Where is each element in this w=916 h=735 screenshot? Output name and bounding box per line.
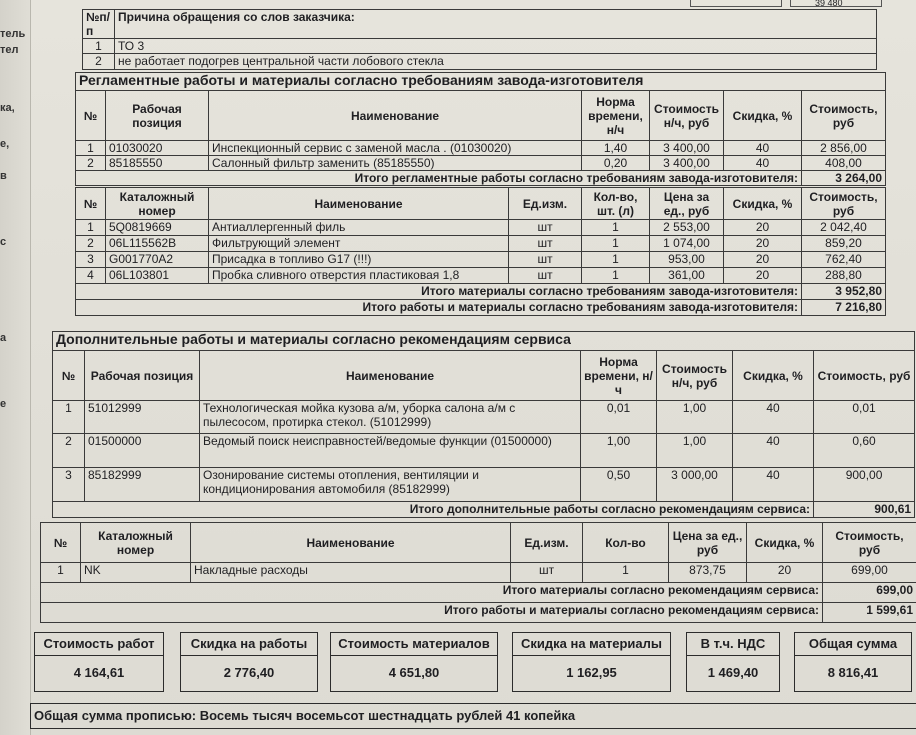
reg-grand-total: 7 216,80: [802, 300, 886, 316]
edge-text: е,: [0, 138, 10, 150]
reg-mat-total: 3 952,80: [802, 284, 886, 300]
edge-text: тел: [0, 44, 19, 56]
reg-grand-total-label: Итого работы и материалы согласно требованиям завода-изготовителя:: [76, 300, 802, 316]
complaint-num: 1: [83, 39, 115, 54]
col-header: №: [76, 91, 106, 141]
col-header: Скидка, %: [747, 523, 823, 563]
add-grand-total-label: Итого работы и материалы согласно рекомендациям сервиса:: [41, 603, 823, 623]
table-row: 2 01500000 Ведомый поиск неисправностей/ведомые функции (01500000) 1,00 1,00 40 0,60: [53, 434, 915, 468]
col-header: Каталожный номер: [81, 523, 191, 563]
add-works-total: 900,61: [814, 502, 915, 518]
add-mat-total-label: Итого материалы согласно рекомендациям сервиса:: [41, 583, 823, 603]
table-row: 1 01030020 Инспекционный сервис с заменой масла . (01030020) 1,40 3 400,00 40 2 856,00: [76, 141, 886, 156]
col-header: Скидка, %: [733, 351, 814, 401]
col-header: Наименование: [209, 188, 509, 220]
edge-text: тель: [0, 28, 26, 40]
col-header: Стоимость, руб: [802, 188, 886, 220]
col-header: Норма времени, н/ч: [582, 91, 650, 141]
col-header: Наименование: [200, 351, 581, 401]
col-header: Наименование: [191, 523, 511, 563]
reg-materials-table: [75, 187, 886, 316]
add-works-table: [52, 331, 915, 518]
complaint-text: не работает подогрев центральной части лобового стекла: [115, 54, 877, 70]
col-header: Рабочая позиция: [85, 351, 200, 401]
table-row: 2 06L115562B Фильтрующий элемент шт 1 1 074,00 20 859,20: [76, 236, 886, 252]
underlying-page: [0, 0, 31, 735]
summary-materials-discount: Скидка на материалы 1 162,95: [512, 632, 671, 692]
col-header: №: [41, 523, 81, 563]
add-section-title: Дополнительные работы и материалы согласно рекомендациям сервиса: [53, 332, 915, 351]
summary-labor-discount: Скидка на работы 2 776,40: [180, 632, 318, 692]
col-header: Ед.изм.: [509, 188, 582, 220]
add-works-total-label: Итого дополнительные работы согласно рекомендациям сервиса:: [53, 502, 814, 518]
add-grand-total: 1 599,61: [823, 603, 916, 623]
edge-text: в: [0, 170, 7, 182]
table-row: 1 NK Накладные расходы шт 1 873,75 20 699,00: [41, 563, 916, 583]
reg-works-total-label: Итого регламентные работы согласно требованиям завода-изготовителя:: [76, 171, 802, 186]
reg-works-total: 3 264,00: [802, 171, 886, 186]
add-mat-total: 699,00: [823, 583, 916, 603]
complaint-header-reason: Причина обращения со слов заказчика:: [115, 10, 877, 39]
table-row: 1 51012999 Технологическая мойка кузова а/м, уборка салона а/м с пылесосом, протирка стекол. (51012999) 0,01 1,00 40 0,01: [53, 401, 915, 434]
col-header: Скидка, %: [724, 91, 802, 141]
col-header: Стоимость, руб: [823, 523, 916, 563]
col-header: Цена за ед., руб: [650, 188, 724, 220]
col-header: Стоимость н/ч, руб: [657, 351, 733, 401]
reg-mat-total-label: Итого материалы согласно требованиям завода-изготовителя:: [76, 284, 802, 300]
col-header: Рабочая позиция: [106, 91, 209, 141]
col-header: Стоимость, руб: [814, 351, 915, 401]
edge-text: с: [0, 236, 7, 248]
summary-total: Общая сумма 8 816,41: [794, 632, 912, 692]
table-row: 3 85182999 Озонирование системы отопления, вентиляции и кондиционирования автомобиля (85182999) 0,50 3 000,00 40 900,00: [53, 468, 915, 502]
amount-in-words: Общая сумма прописью: Восемь тысяч восемьсот шестнадцать рублей 41 копейка: [30, 703, 916, 729]
edge-text: а: [0, 332, 7, 344]
summary-labor-cost: Стоимость работ 4 164,61: [34, 632, 164, 692]
top-number: 39 480: [815, 0, 843, 8]
col-header: №: [53, 351, 85, 401]
table-row: 2 85185550 Салонный фильтр заменить (85185550) 0,20 3 400,00 40 408,00: [76, 156, 886, 171]
top-strip: [600, 0, 916, 8]
col-header: Кол-во, шт. (л): [582, 188, 650, 220]
col-header: Стоимость, руб: [802, 91, 886, 141]
col-header: №: [76, 188, 106, 220]
complaints-table: [82, 9, 877, 70]
summary-materials-cost: Стоимость материалов 4 651,80: [330, 632, 498, 692]
table-row: 1 5Q0819669 Антиаллергенный филь шт 1 2 553,00 20 2 042,40: [76, 220, 886, 236]
summary-vat: В т.ч. НДС 1 469,40: [686, 632, 780, 692]
table-row: 4 06L103801 Пробка сливного отверстия пластиковая 1,8 шт 1 361,00 20 288,80: [76, 268, 886, 284]
col-header: Норма времени, н/ч: [581, 351, 657, 401]
col-header: Ед.изм.: [511, 523, 583, 563]
reg-works-table: [75, 72, 886, 186]
add-materials-table: [40, 522, 916, 623]
complaint-num: 2: [83, 54, 115, 70]
complaint-header-num: №п/п: [83, 10, 115, 39]
table-row: 3 G001770A2 Присадка в топливо G17 (!!!) шт 1 953,00 20 762,40: [76, 252, 886, 268]
reg-section-title: Регламентные работы и материалы согласно требованиям завода-изготовителя: [76, 73, 886, 91]
col-header: Цена за ед., руб: [669, 523, 747, 563]
col-header: Скидка, %: [724, 188, 802, 220]
col-header: Наименование: [209, 91, 582, 141]
edge-text: ка,: [0, 102, 15, 114]
complaint-text: ТО 3: [115, 39, 877, 54]
col-header: Каталожный номер: [106, 188, 209, 220]
col-header: Стоимость н/ч, руб: [650, 91, 724, 141]
edge-text: е: [0, 398, 7, 410]
col-header: Кол-во: [583, 523, 669, 563]
